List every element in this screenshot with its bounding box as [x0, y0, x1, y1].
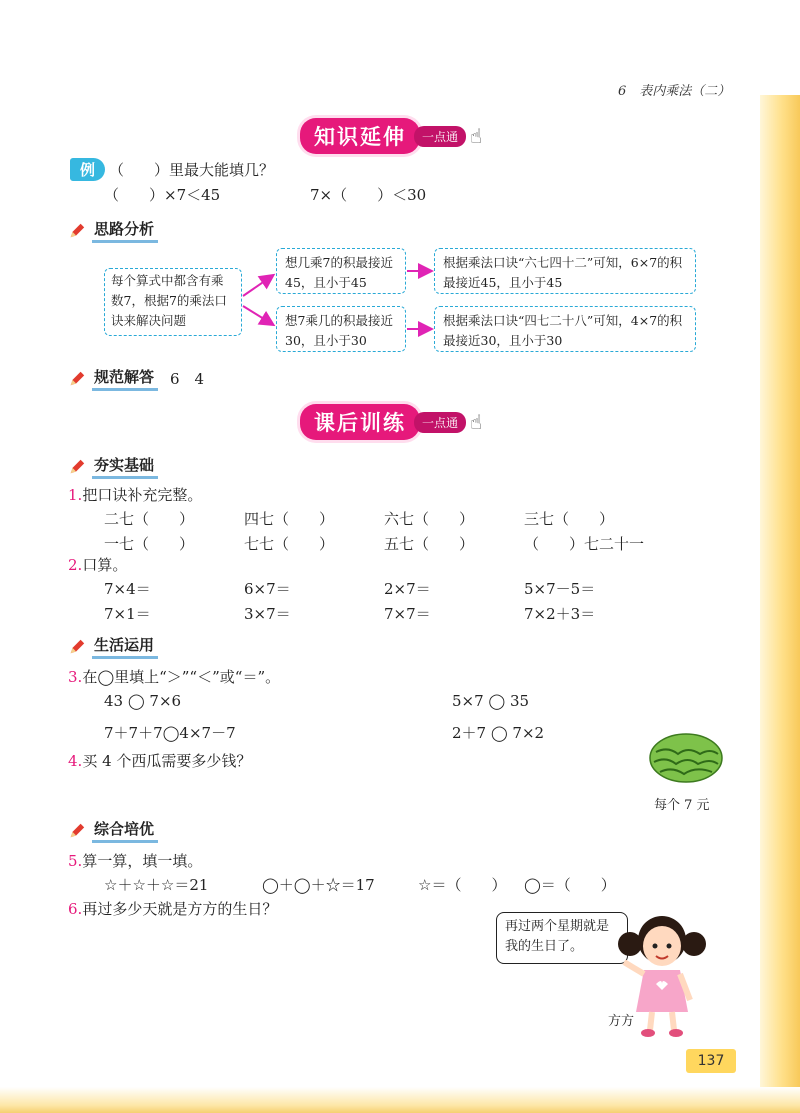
analysis-mid-bottom-box: 想7乘几的积最接近30，且小于30 [276, 306, 406, 352]
q3-item: 43 ◯ 7×6 [104, 692, 182, 710]
application-heading [68, 634, 158, 659]
page-bottom-decoration [0, 1087, 800, 1113]
q2-item: 3×7＝ [244, 605, 291, 623]
question-number: 2. [68, 556, 83, 574]
q2-item: 7×4＝ [104, 580, 151, 598]
analysis-title: 思路分析 [92, 218, 158, 243]
question-text: 买 4 个西瓜需要多少钱？ [82, 752, 252, 770]
speech-bubble: 再过两个星期就是我的生日了。 [496, 912, 628, 964]
question-1 [68, 484, 202, 505]
melon-price-label: 每个 7 元 [654, 798, 710, 813]
answer-values: 6 4 [170, 370, 205, 388]
q3-item: 5×7 ◯ 35 [452, 692, 530, 710]
page-number: 137 [686, 1049, 736, 1073]
banner-tag: 一点通 [414, 412, 466, 433]
q2-item: 7×2＋3＝ [524, 605, 596, 623]
question-text: 口算。 [82, 556, 128, 574]
question-number: 3. [68, 668, 83, 686]
q1-items [104, 508, 664, 554]
chapter-title: 表内乘法（二） [639, 84, 731, 99]
q2-item: 7×1＝ [104, 605, 151, 623]
q5-equation: ◯＝（ ） [524, 876, 616, 894]
q1-item: 五七（ ） [384, 535, 475, 553]
question-text: 算一算，填一填。 [82, 852, 203, 870]
analysis-arrows [0, 0, 800, 400]
analysis-mid-top-box: 想几乘7的积最接近45，且小于45 [276, 248, 406, 294]
q3-item: 2＋7 ◯ 7×2 [452, 724, 545, 742]
basics-title: 夯实基础 [92, 454, 158, 479]
q2-item: 5×7－5＝ [524, 580, 596, 598]
question-text: 再过多少天就是方方的生日？ [82, 900, 278, 918]
watermelon-icon [648, 732, 724, 784]
q5-equation: ☆＋☆＋☆＝21 [104, 876, 209, 894]
question-text: 在◯里填上“＞”“＜”或“＝”。 [82, 668, 281, 686]
answer-heading [68, 366, 204, 391]
q1-item: 二七（ ） [104, 510, 195, 528]
question-number: 1. [68, 486, 83, 504]
example-expression-2: 7×（ ）＜30 [310, 186, 427, 204]
question-6 [68, 898, 277, 919]
application-title: 生活运用 [92, 634, 158, 659]
q2-items [104, 578, 664, 624]
q2-item: 2×7＝ [384, 580, 431, 598]
analysis-right-top-box: 根据乘法口诀“六七四十二”可知，6×7的积最接近45，且小于45 [434, 248, 696, 294]
example-expression-1: （ ）×7＜45 [104, 186, 221, 204]
q1-item: （ ）七二十一 [524, 535, 645, 553]
q5-equation: ◯＋◯＋☆＝17 [262, 876, 375, 894]
banner-title: 课后训练 [300, 404, 420, 440]
q1-item: 四七（ ） [244, 510, 335, 528]
arrow-left-to-mid-bottom [243, 306, 272, 324]
example-tag: 例 [70, 158, 105, 181]
answer-title: 规范解答 [92, 366, 158, 391]
advanced-heading [68, 818, 158, 843]
q1-item: 一七（ ） [104, 535, 195, 553]
analysis-right-bottom-box: 根据乘法口诀“四七二十八”可知，4×7的积最接近30，且小于30 [434, 306, 696, 352]
example-text: （ ）里最大能填几？ [109, 161, 275, 179]
question-5 [68, 850, 202, 871]
pencil-icon [68, 458, 86, 476]
hand-pointer-icon: ☝ [470, 410, 483, 434]
pencil-icon [68, 822, 86, 840]
question-4 [68, 750, 251, 771]
q1-item: 六七（ ） [384, 510, 475, 528]
q1-item: 三七（ ） [524, 510, 615, 528]
q5-equation: ☆＝（ ） [418, 876, 507, 894]
analysis-left-box: 每个算式中都含有乘数7，根据7的乘法口诀来解决问题 [104, 268, 242, 336]
arrow-left-to-mid-top [243, 276, 272, 296]
q2-item: 7×7＝ [384, 605, 431, 623]
q3-item: 7＋7＋7◯4×7－7 [104, 724, 236, 742]
question-text: 把口诀补充完整。 [82, 486, 203, 504]
chapter-number: 6 [618, 84, 627, 99]
banner-title: 知识延伸 [300, 118, 420, 154]
hand-pointer-icon: ☝ [470, 124, 483, 148]
basics-heading [68, 454, 158, 479]
q1-item: 七七（ ） [244, 535, 335, 553]
question-2 [68, 554, 127, 575]
question-number: 4. [68, 752, 83, 770]
question-number: 6. [68, 900, 83, 918]
question-number: 5. [68, 852, 83, 870]
banner-tag: 一点通 [414, 126, 466, 147]
practice-banner [300, 404, 482, 440]
advanced-title: 综合培优 [92, 818, 158, 843]
pencil-icon [68, 370, 86, 388]
girl-name-label: 方方 [608, 1014, 635, 1029]
question-3 [68, 666, 280, 687]
q2-item: 6×7＝ [244, 580, 291, 598]
pencil-icon [68, 638, 86, 656]
